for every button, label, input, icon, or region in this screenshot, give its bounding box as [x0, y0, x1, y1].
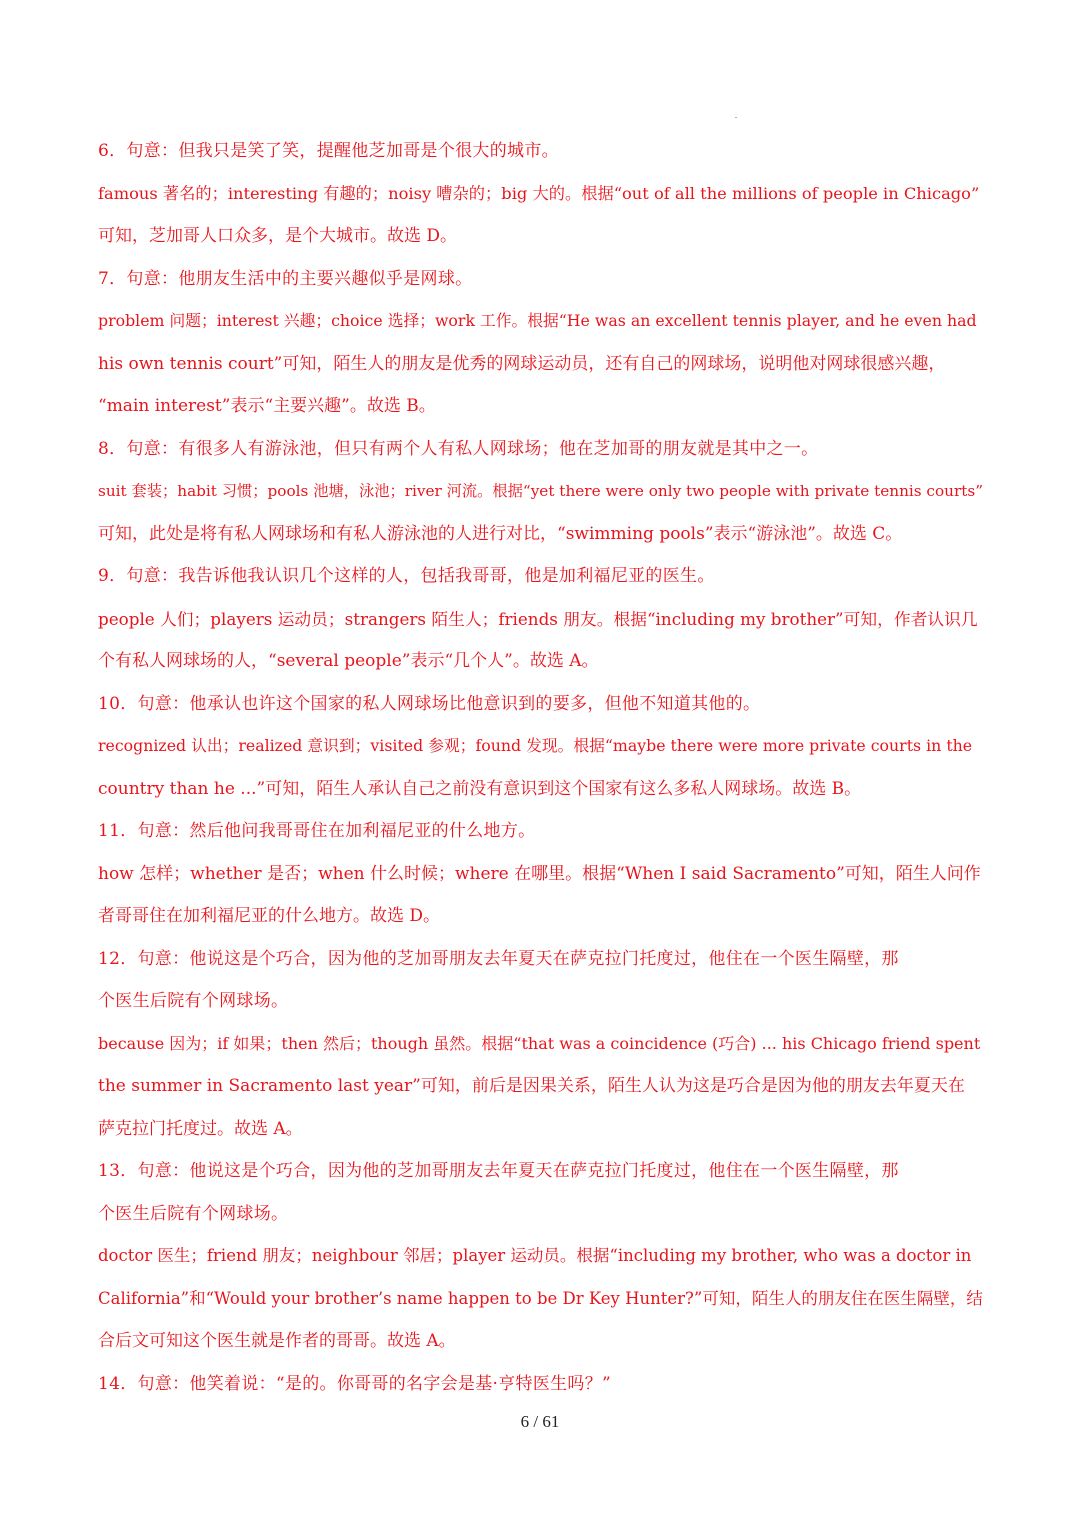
item-6-explanation-line-1: famous 著名的；interesting 有趣的；noisy 嘈杂的；big 大的。根据“out of all the millions of people in Chicago” [98, 183, 980, 203]
item-7-explanation-line-2: his own tennis court”可知，陌生人的朋友是优秀的网球运动员，还有自己的网球场，说明他对网球很感兴趣， [98, 353, 946, 374]
item-10-explanation-line-2: country than he ...”可知，陌生人承认自己之前没有意识到这个国家有这么多私人网球场。故选 B。 [98, 778, 862, 799]
item-10-explanation-line-1: recognized 认出；realized 意识到；visited 参观；found 发现。根据“maybe there were more private courts in the [98, 736, 973, 755]
page-number: 6 / 61 [520, 1412, 560, 1431]
item-13-sentence-line-2: 个医生后院有个网球场。 [98, 1203, 289, 1224]
item-9-explanation-line-1: people 人们；players 运动员；strangers 陌生人；friends 朋友。根据“including my brother”可知，作者认识几 [98, 608, 978, 629]
item-11-sentence: 11．句意：然后他问我哥哥住在加利福尼亚的什么地方。 [98, 821, 536, 841]
item-10-sentence: 10．句意：他承认也许这个国家的私人网球场比他意识到的要多，但他不知道其他的。 [98, 693, 761, 714]
item-13-explanation-line-1: doctor 医生；friend 朋友；neighbour 邻居；player 运动员。根据“including my brother, who was a doctor in [98, 1246, 972, 1265]
item-8-explanation-line-2: 可知，此处是将有私人网球场和有私人游泳池的人进行对比，“swimming pools”表示“游泳池”。故选 C。 [98, 523, 903, 544]
document-page-body [98, 130, 984, 1405]
item-12-sentence-line-1: 12．句意：他说这是个巧合，因为他的芝加哥朋友去年夏天在萨克拉门托度过，他住在一个医生隔壁，那 [98, 948, 899, 969]
item-8-sentence: 8．句意：有很多人有游泳池，但只有两个人有私人网球场；他在芝加哥的朋友就是其中之一。 [98, 438, 819, 459]
item-13-explanation-line-3: 合后文可知这个医生就是作者的哥哥。故选 A。 [98, 1331, 456, 1351]
item-11-explanation-line-1: how 怎样；whether 是否；when 什么时候；where 在哪里。根据“When I said Sacramento”可知，陌生人问作 [98, 863, 981, 884]
item-6-sentence: 6．句意：但我只是笑了笑，提醒他芝加哥是个很大的城市。 [98, 141, 559, 161]
item-13-explanation-line-2: California”和“Would your brother’s name happen to be Dr Key Hunter?”可知，陌生人的朋友住在医生隔壁，结 [98, 1288, 983, 1308]
scan-speck [735, 117, 737, 118]
item-9-sentence: 9．句意：我告诉他我认识几个这样的人，包括我哥哥，他是加利福尼亚的医生。 [98, 566, 715, 586]
item-13-sentence-line-1: 13．句意：他说这是个巧合，因为他的芝加哥朋友去年夏天在萨克拉门托度过，他住在一个医生隔壁，那 [98, 1161, 899, 1181]
item-7-explanation-line-1: problem 问题；interest 兴趣；choice 选择；work 工作。根据“He was an excellent tennis player, and he even had [98, 311, 977, 330]
item-6-explanation-line-2: 可知，芝加哥人口众多，是个大城市。故选 D。 [98, 226, 458, 246]
item-8-explanation-line-1: suit 套装；habit 习惯；pools 池塘，泳池；river 河流。根据“yet there were only two people with private tennis courts” [98, 482, 984, 500]
item-7-sentence: 7．句意：他朋友生活中的主要兴趣似乎是网球。 [98, 268, 473, 289]
item-12-explanation-line-3: 萨克拉门托度过。故选 A。 [98, 1118, 303, 1139]
item-9-explanation-line-2: 个有私人网球场的人，“several people”表示“几个人”。故选 A。 [98, 651, 599, 671]
item-7-explanation-line-3: “main interest”表示“主要兴趣”。故选 B。 [98, 396, 436, 416]
item-14-sentence: 14．句意：他笑着说：“是的。你哥哥的名字会是基·亨特医生吗？” [98, 1373, 612, 1394]
item-11-explanation-line-2: 者哥哥住在加利福尼亚的什么地方。故选 D。 [98, 906, 441, 926]
item-12-explanation-line-2: the summer in Sacramento last year”可知，前后是因果关系，陌生人认为这是巧合是因为他的朋友去年夏天在 [98, 1076, 965, 1096]
item-12-sentence-line-2: 个医生后院有个网球场。 [98, 991, 289, 1011]
item-12-explanation-line-1: because 因为；if 如果；then 然后；though 虽然。根据“that was a coincidence (巧合) ... his Chicago friend spent [98, 1033, 981, 1053]
